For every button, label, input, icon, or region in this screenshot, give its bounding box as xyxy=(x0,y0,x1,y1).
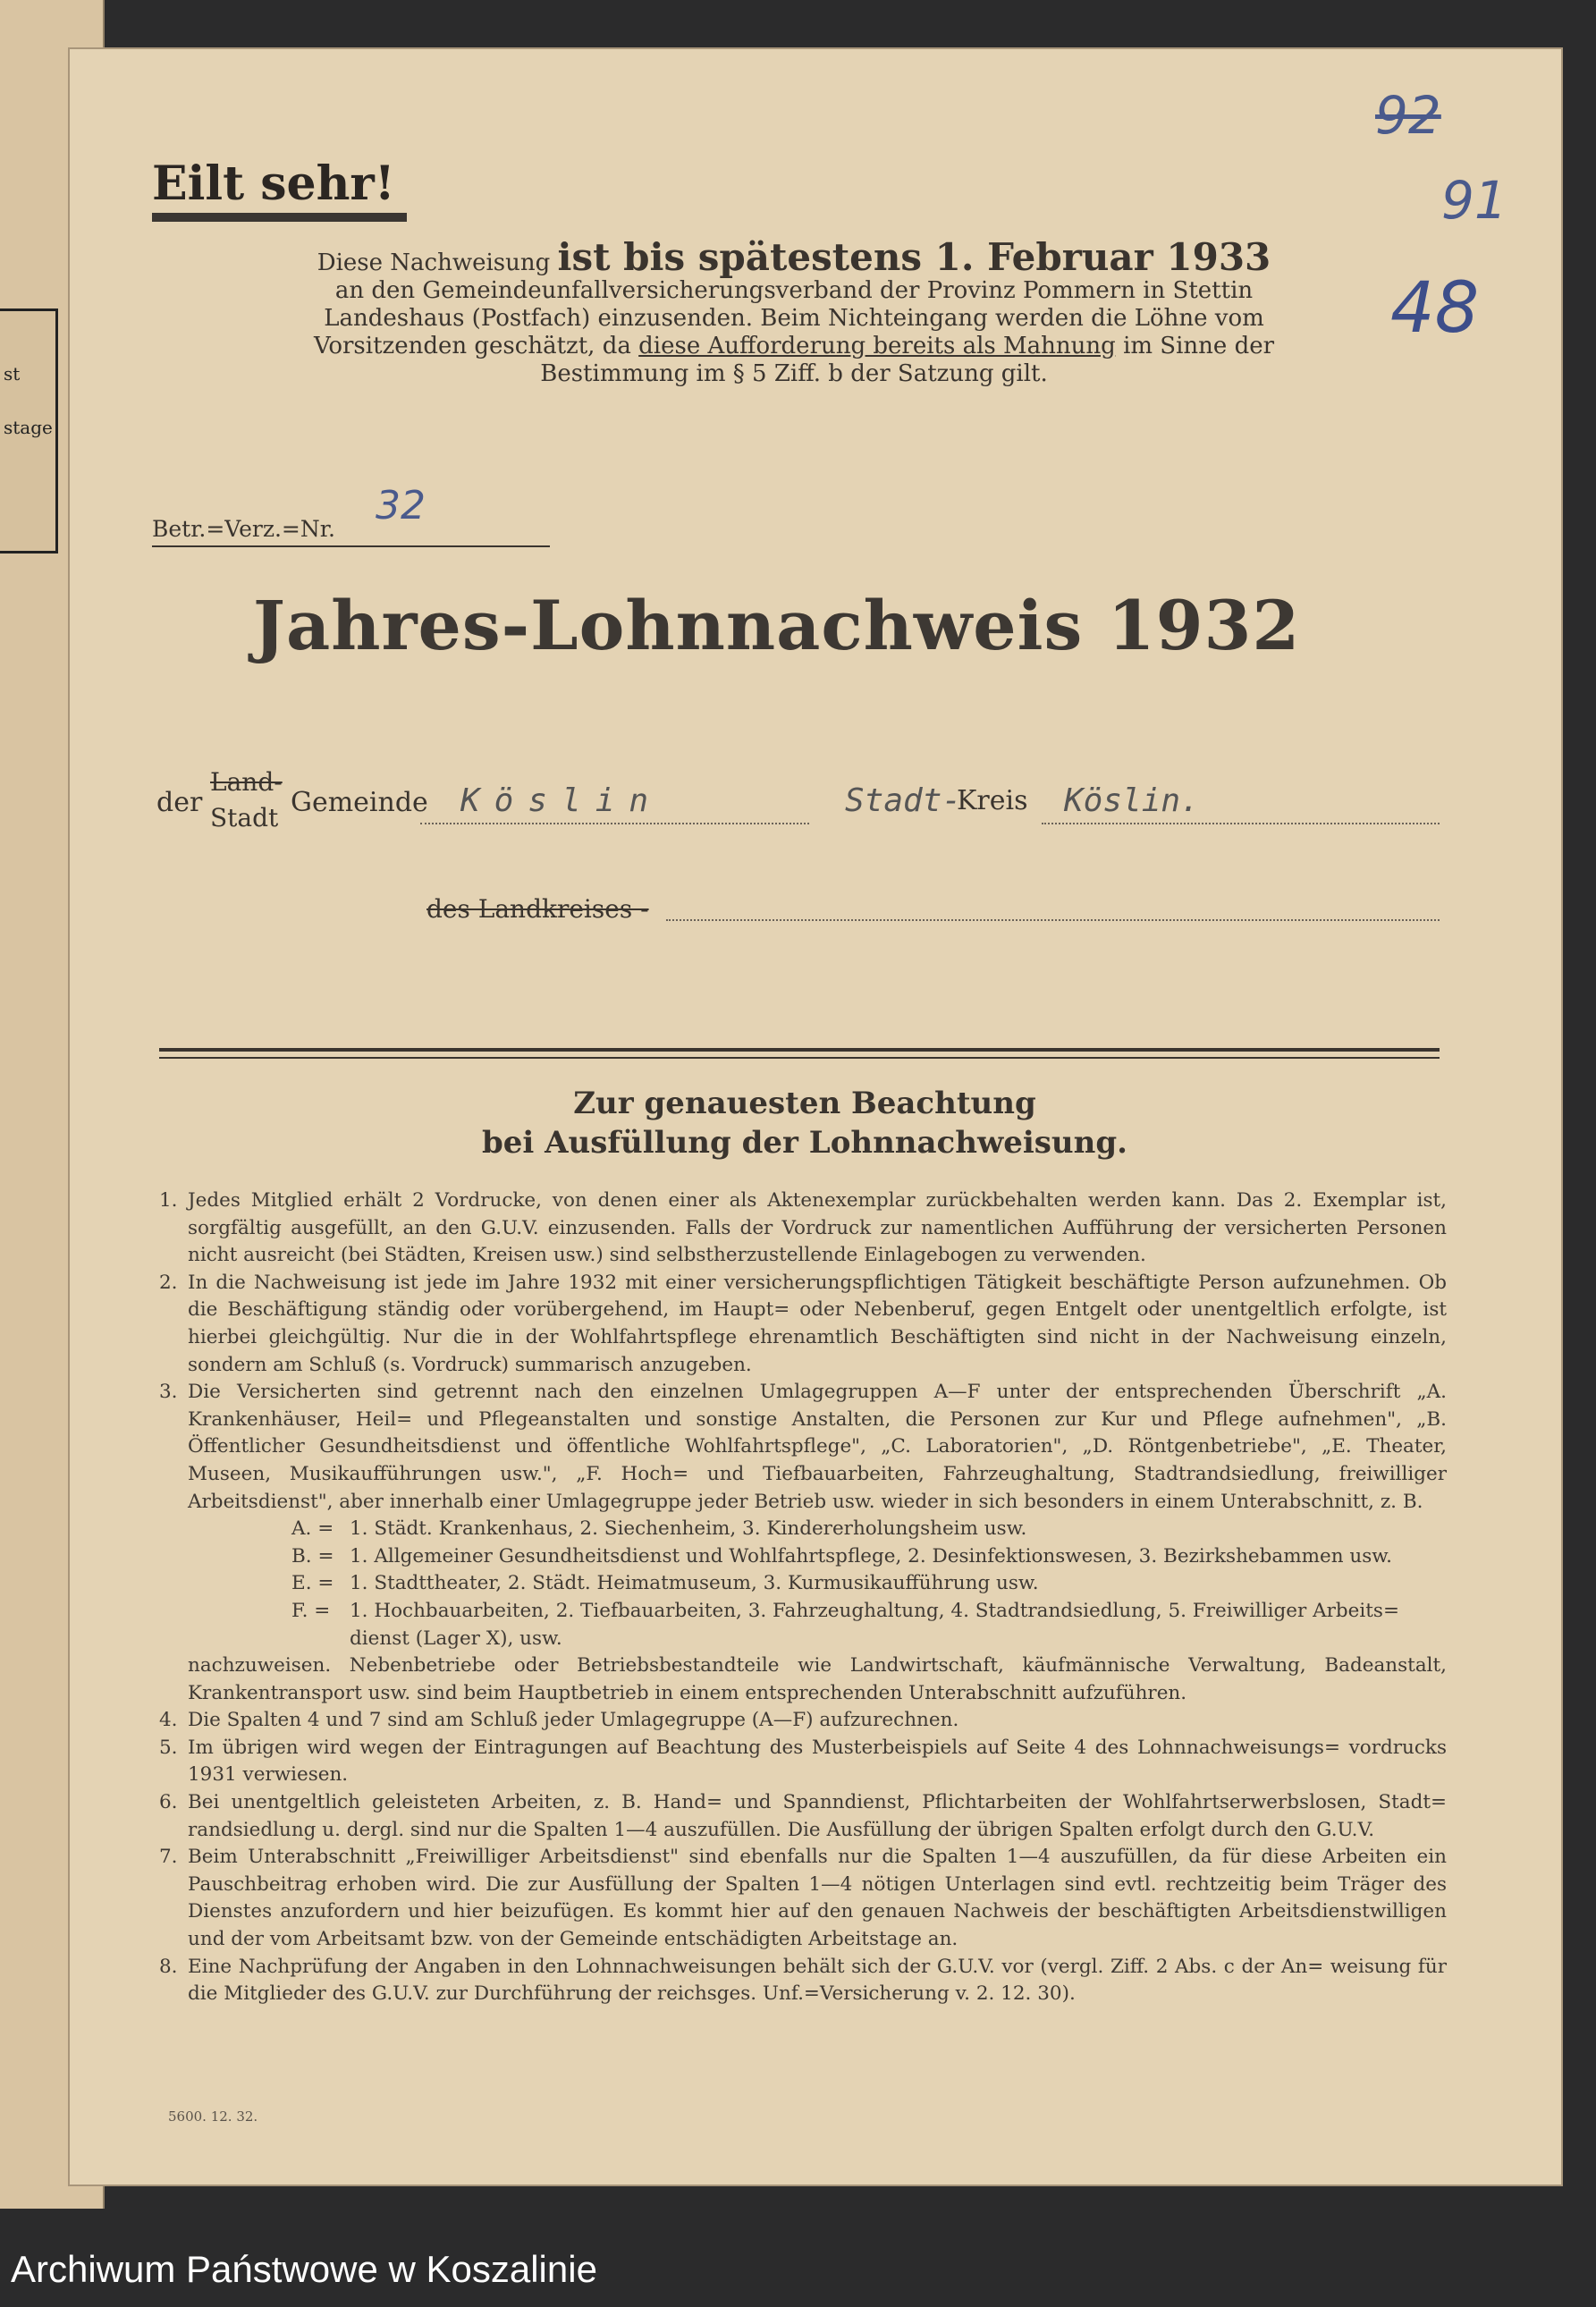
der-label: der xyxy=(156,787,203,818)
betr-field-line xyxy=(152,545,550,547)
item-number: 4. xyxy=(159,1709,178,1732)
item-number: 5. xyxy=(159,1736,178,1759)
kreis-dotted-line xyxy=(1042,823,1440,824)
item-text: Die Versicherten sind getrennt nach den einzelnen Umlagegruppen A—F unter der entsprechenden Überschrift „A. Krankenhäuser, Heil= und Pflegeanstalten und sonstige Anstalten, die Personen zur Kur und Pflege aufnehmen", „B. Öffentlicher Gesundheitsdienst und öffentliche Wohlfahrtspflege", „C. Laboratorien", „D. Röntgenbetriebe", „E. Theater, Museen, Musikaufführungen usw.", „F. Hoch= und Tiefbauarbeiten, Fahrzeughaltung, Stadtrandsiedlung, freiwilliger Arbeitsdienst", aber innerhalb einer Umlagegruppe jeder Betrieb usw. wieder in sich besonders in einem Unterabschnitt, z. B. xyxy=(188,1381,1447,1513)
gemeinde-value: Köslin xyxy=(460,782,663,819)
item-text: Jedes Mitglied erhält 2 Vordrucke, von denen einer als Aktenexemplar zurückbehalten werden kann. Das 2. Exemplar ist, sorgfältig ausgefüllt, an den G.U.V. einzusenden. Falls der Vordruck zur namentlichen Aufführung der versicherten Personen nicht ausreicht (bei Städten, Kreisen usw.) sind selbstherzustellende Einlagebogen zu verwenden. xyxy=(188,1189,1447,1267)
instructions-list xyxy=(159,1187,1447,2008)
fragment-text-1: st xyxy=(4,363,21,384)
instruction-item xyxy=(159,1789,1447,1844)
section-divider-thick xyxy=(159,1048,1440,1052)
item3-continuation: nachzuweisen. Nebenbetriebe oder Betriebsbestandteile wie Landwirtschaft, käufmännische Verwaltung, Badeanstalt, Krankentransport usw. sind beim Hauptbetrieb in einem entsprechenden Unterabschnitt aufzuführen. xyxy=(188,1654,1447,1704)
item-text: Eine Nachprüfung der Angaben in den Lohnnachweisungen behält sich der G.U.V. vor (vergl. Ziff. 2 Abs. c der An= weisung für die Mitglieder des G.U.V. zur Durchführung der reichsges. Unf.=Versicherung v. 2. 12. 30). xyxy=(188,1955,1447,2006)
example-text: 1. Städt. Krankenhaus, 2. Siechenheim, 3. Kindererholungsheim usw. xyxy=(350,1517,1027,1541)
kreis-label: Kreis xyxy=(957,785,1028,816)
land-label-struck: Land- xyxy=(210,767,283,797)
item-text: In die Nachweisung ist jede im Jahre 1932 mit einer versicherungspflichtigen Tätigkeit beschäftigte Person aufzunehmen. Ob die Beschäftigung ständig oder vorübergehend, im Haupt= oder Nebenberuf, gegen Entgelt oder unentgeltlich erfolgte, ist hierbei gleichgültig. Nur die in der Wohlfahrtspflege ehrenamtlich Beschäftigten sind nicht in der Nachweisung einzeln, sondern am Schluß (s. Vordruck) summarisch anzugeben. xyxy=(188,1271,1447,1376)
urgent-underline xyxy=(152,213,407,222)
kreis-value: Köslin. xyxy=(1064,782,1200,819)
instruction-item xyxy=(159,1379,1447,1516)
document-title: Jahres-Lohnnachweis 1932 xyxy=(253,586,1301,665)
deadline-end: im Sinne der Bestimmung im § 5 Ziff. b der Satzung gilt. xyxy=(540,333,1275,387)
urgent-heading: Eilt sehr! xyxy=(152,156,395,211)
gemeinde-dotted-line xyxy=(420,823,809,824)
landkreis-struck: des Landkreises - xyxy=(426,894,649,924)
example-row xyxy=(159,1516,1447,1543)
handwritten-number-c: 48 xyxy=(1390,268,1480,349)
example-row xyxy=(159,1570,1447,1598)
instruction-item xyxy=(159,1707,1447,1735)
item-text: Beim Unterabschnitt „Freiwilliger Arbeitsdienst" sind ebenfalls nur die Spalten 1—4 auszufüllen, da für diese Arbeiten ein Pauschbeitrag erhoben wird. Die zur Ausfüllung der Spalten 1—4 nötigen Unterlagen sind evtl. rechtzeitig beim Träger des Dienstes anzufordern und hier beizufügen. Es kommt hier auf den genauen Nachweis der beschäftigten Arbeitsdienstwilligen und der vom Arbeitsamt bzw. von der Gemeinde entschädigten Arbeitstage an. xyxy=(188,1846,1447,1951)
deadline-notice xyxy=(280,235,1308,388)
stadt-label: Stadt xyxy=(210,803,279,832)
handwritten-number-a: 92 xyxy=(1375,85,1441,146)
example-label: F. = xyxy=(291,1599,331,1622)
instruction-continuation xyxy=(159,1652,1447,1707)
example-row xyxy=(159,1598,1447,1652)
print-code: 5600. 12. 32. xyxy=(168,2108,258,2125)
instructions-heading-line2: bei Ausfüllung der Lohnnachweisung. xyxy=(482,1125,1127,1161)
archive-caption: Archiwum Państwowe w Koszalinie xyxy=(11,2248,597,2290)
fragment-text-2: stage xyxy=(4,417,53,438)
kreis-prefix-value: Stadt- xyxy=(845,782,962,819)
landkreis-dotted-line xyxy=(666,919,1440,921)
example-row xyxy=(159,1543,1447,1571)
handwritten-number-b: 91 xyxy=(1441,170,1507,231)
instructions-heading-line1: Zur genauesten Beachtung xyxy=(573,1086,1036,1121)
betr-label: Betr.=Verz.=Nr. xyxy=(152,516,335,542)
deadline-rest: an den Gemeindeunfallversicherungsverband der Provinz Pommern in Stettin Landeshaus (Postfach) einzusenden. Beim Nichteingang werden die Löhne vom Vorsitzenden geschätzt, da xyxy=(313,277,1264,359)
example-label: B. = xyxy=(291,1544,334,1568)
item-number: 1. xyxy=(159,1189,178,1212)
instruction-item xyxy=(159,1735,1447,1789)
example-text: 1. Hochbauarbeiten, 2. Tiefbauarbeiten, 3. Fahrzeughaltung, 4. Stadtrandsiedlung, 5. Freiwilliger Arbeits= dienst (Lager X), usw. xyxy=(350,1599,1399,1650)
betr-number: 32 xyxy=(376,483,426,528)
deadline-pre: Diese Nachweisung xyxy=(317,249,551,276)
item-number: 2. xyxy=(159,1271,178,1294)
underlying-form-fragment xyxy=(0,308,58,554)
instructions-heading xyxy=(358,1084,1252,1162)
instruction-item xyxy=(159,1844,1447,1953)
section-divider-thin xyxy=(159,1057,1440,1059)
example-label: E. = xyxy=(291,1572,334,1595)
example-text: 1. Allgemeiner Gesundheitsdienst und Wohlfahrtspflege, 2. Desinfektionswesen, 3. Bezirkshebammen usw. xyxy=(350,1544,1392,1568)
instruction-item xyxy=(159,1954,1447,2008)
item-text: Bei unentgeltlich geleisteten Arbeiten, z. B. Hand= und Spanndienst, Pflichtarbeiten der Wohlfahrtserwerbslosen, Stadt= randsiedlung u. dergl. sind nur die Spalten 1—4 auszufüllen. Die Ausfüllung der übrigen Spalten erfolgt durch den G.U.V. xyxy=(188,1791,1447,1841)
item-text: Im übrigen wird wegen der Eintragungen auf Beachtung des Musterbeispiels auf Seite 4 des Lohnnachweisungs= vordrucks 1931 verwiesen. xyxy=(188,1736,1447,1787)
example-text: 1. Stadttheater, 2. Städt. Heimatmuseum, 3. Kurmusikaufführung usw. xyxy=(350,1572,1039,1595)
item-text: Die Spalten 4 und 7 sind am Schluß jeder Umlagegruppe (A—F) aufzurechnen. xyxy=(188,1709,959,1732)
instruction-item xyxy=(159,1187,1447,1270)
example-label: A. = xyxy=(291,1517,334,1541)
deadline-date: ist bis spätestens 1. Februar 1933 xyxy=(557,235,1271,279)
gemeinde-label: Gemeinde xyxy=(291,787,428,818)
deadline-underlined: diese Aufforderung bereits als Mahnung xyxy=(638,333,1116,359)
item-number: 6. xyxy=(159,1791,178,1814)
instruction-item xyxy=(159,1270,1447,1379)
item-number: 3. xyxy=(159,1381,178,1404)
item-number: 8. xyxy=(159,1955,178,1978)
item-number: 7. xyxy=(159,1846,178,1869)
